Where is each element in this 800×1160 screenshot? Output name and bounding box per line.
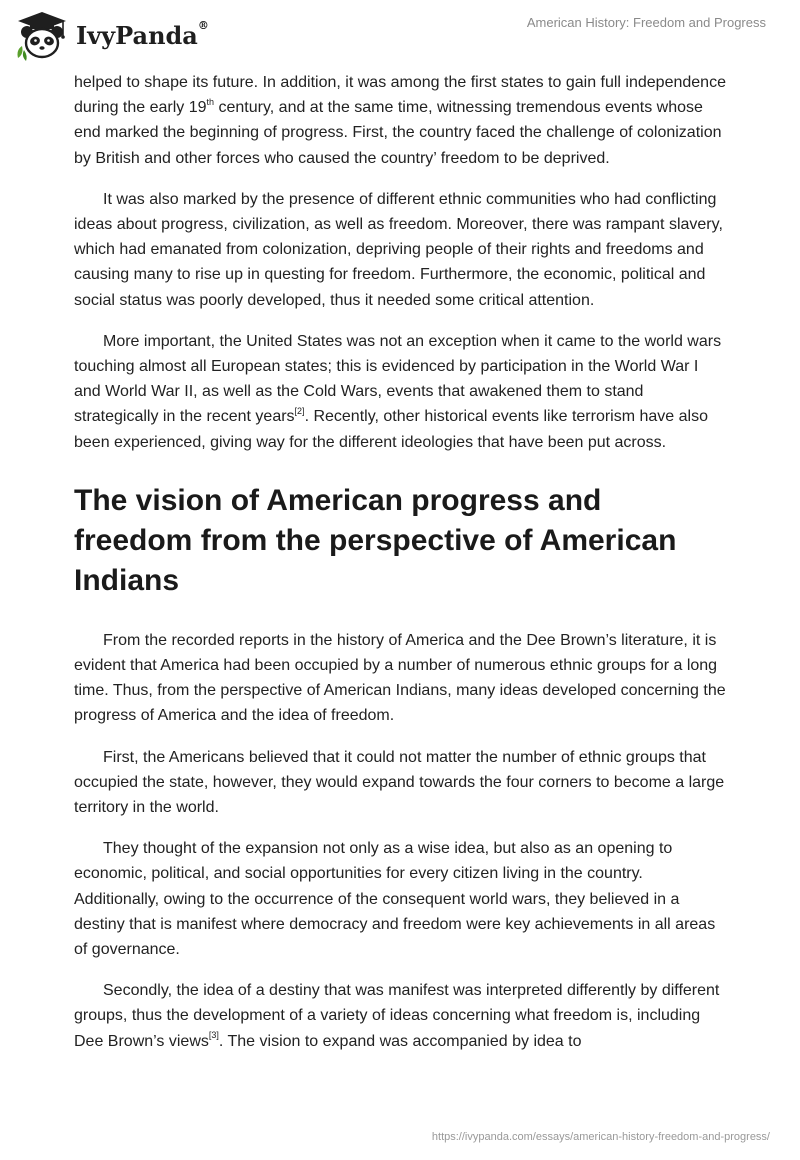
- paragraph: It was also marked by the presence of different ethnic communities who had conflicting ideas about progress, civilization, as well as freedom. Moreover, there was rampant slavery, which had emanated from colonization, depriving people of their rights and freedoms and causing many to rise up in questing for freedom. Furthermore, the economic, political and social status was poorly developed, thus it needed some critical attention.: [74, 190, 723, 309]
- registered-mark: ®: [197, 18, 209, 32]
- ivypanda-logo[interactable]: [14, 6, 209, 62]
- paragraph: They thought of the expansion not only as a wise idea, but also as an opening to economic, political, and social opportunities for every citizen living in the country. Additionally, owing to the occurrence of the consequent world wars, they believed in a destiny that is manifest where democracy and freedom were key achievements in all areas of governance.: [74, 840, 716, 959]
- paragraph: helped to shape its future. In addition, it was among the first states to gain full independence during the early 19th century, and at the same time, witnessing tremendous events whose end marked the beginning of progress. First, the country faced the challenge of colonization by British and other forces who caused the country’ freedom to be deprived.: [74, 74, 726, 167]
- page-header: [0, 0, 800, 70]
- section-heading: The vision of American progress and freedom from the perspective of American Indians: [74, 483, 677, 597]
- paragraph: Secondly, the idea of a destiny that was manifest was interpreted differently by different groups, thus the development of a variety of ideas concerning what freedom is, including Dee Brown’s views[3]. The vision to expand was accompanied by idea to: [74, 982, 720, 1050]
- footnote-ref-2[interactable]: [2]: [294, 406, 305, 417]
- panda-logo-icon: [14, 6, 70, 62]
- source-url-link[interactable]: https://ivypanda.com/essays/american-history-freedom-and-progress/: [431, 1131, 770, 1143]
- superscript: th: [206, 96, 215, 107]
- document-title: American History: Freedom and Progress: [526, 15, 766, 30]
- paragraph: More important, the United States was not an exception when it came to the world wars touching almost all European states; this is evidenced by participation in the World War I and World War II, as well as the Cold Wars, events that awakened them to stand strategically in the recent years[2]. Recently, other historical events like terrorism have also been experienced, giving way for the different ideologies that have been put across.: [74, 332, 722, 451]
- paragraph: From the recorded reports in the history of America and the Dee Brown’s literature, it is evident that America had been occupied by a number of numerous ethnic groups for a long time. Thus, from the perspective of American Indians, many ideas developed concerning the progress of America and the idea of freedom.: [74, 631, 726, 725]
- paragraph: First, the Americans believed that it could not matter the number of ethnic groups that occupied the state, however, they would expand towards the four corners to become a large territory in the world.: [74, 748, 725, 817]
- logo-wordmark: IvyPanda®: [76, 18, 209, 50]
- article-body: [74, 70, 726, 1070]
- footnote-ref-3[interactable]: [3]: [208, 1030, 219, 1041]
